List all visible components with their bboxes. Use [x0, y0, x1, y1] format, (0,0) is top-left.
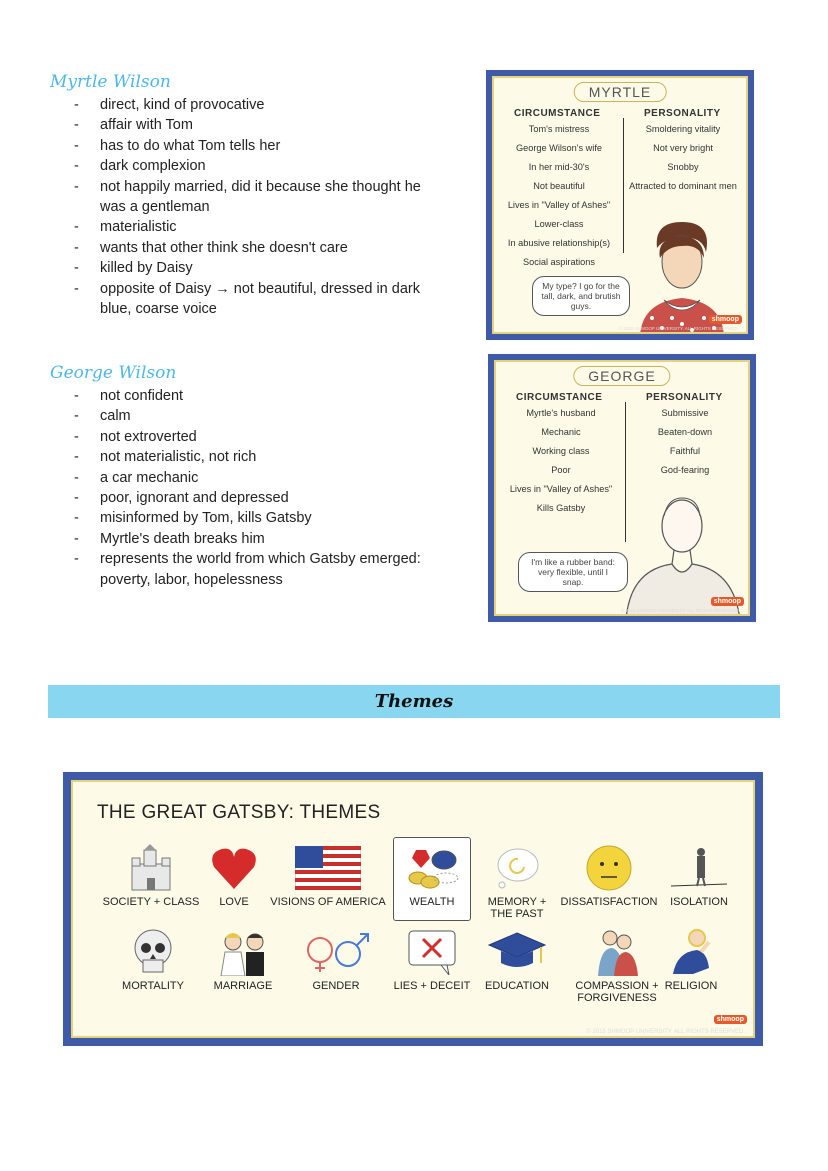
list-item: - not extroverted	[50, 427, 450, 447]
themes-card-title: THE GREAT GATSBY: THEMES	[97, 802, 381, 823]
theme-label: EDUCATION	[485, 980, 549, 992]
card-copyright: © 2015 SHMOOP UNIVERSITY. ALL RIGHTS RESERVED.	[619, 326, 738, 331]
list-item: - a car mechanic	[50, 468, 450, 488]
george-title: George Wilson	[50, 363, 177, 383]
themes-heading-bar	[48, 685, 780, 718]
circumstance-heading: CIRCUMSTANCE	[514, 108, 601, 119]
theme-label: SOCIETY + CLASS	[102, 896, 200, 908]
theme-label: LIES + DECEIT	[393, 980, 471, 992]
list-item: - materialistic	[50, 217, 450, 237]
theme-label: LOVE	[219, 896, 249, 908]
theme-label: RELIGION	[664, 980, 718, 992]
thought-bubble-icon	[477, 844, 557, 892]
myrtle-section	[50, 72, 450, 319]
list-item: In her mid-30's	[528, 162, 590, 172]
theme-mortality	[113, 928, 193, 992]
theme-love	[199, 844, 269, 908]
list-item: Social aspirations	[522, 257, 595, 267]
theme-label: DISSATISFACTION	[560, 896, 658, 908]
theme-label: WEALTH	[409, 896, 455, 908]
list-item: Lives in "Valley of Ashes"	[509, 484, 613, 494]
list-item: - direct, kind of provocative	[50, 95, 450, 115]
george-card	[488, 354, 756, 622]
myrtle-card	[486, 70, 754, 340]
theme-wealth	[393, 837, 471, 921]
list-item: Faithful	[669, 446, 701, 456]
myrtle-title: Myrtle Wilson	[50, 72, 171, 92]
list-item: Not beautiful	[533, 181, 585, 191]
circumstance-list	[502, 408, 620, 522]
card-copyright: © 2015 SHMOOP UNIVERSITY. ALL RIGHTS RESERVED.	[621, 608, 740, 613]
personality-heading: PERSONALITY	[646, 392, 723, 403]
personality-list	[628, 124, 738, 200]
theme-label: MARRIAGE	[213, 980, 273, 992]
list-item: In abusive relationship(s)	[507, 238, 611, 248]
list-item: Tom's mistress	[528, 124, 590, 134]
theme-isolation	[659, 844, 739, 908]
card-name-label: MYRTLE	[574, 82, 667, 102]
theme-label: ISOLATION	[670, 896, 728, 908]
theme-label: GENDER	[312, 980, 360, 992]
theme-religion	[651, 928, 731, 992]
x-speech-bubble-icon	[389, 928, 475, 976]
castle-icon	[91, 844, 211, 892]
list-item: Lives in "Valley of Ashes"	[507, 200, 611, 210]
themes-card-copyright: © 2015 SHMOOP UNIVERSITY. ALL RIGHTS RESERVED.	[586, 1029, 745, 1035]
shmoop-logo: shmoop	[714, 1015, 747, 1024]
heart-icon	[199, 844, 269, 892]
theme-label: MEMORY + THE PAST	[487, 896, 547, 920]
bride-groom-icon	[203, 928, 283, 976]
myrtle-speech-bubble: My type? I go for the tall, dark, and brutish guys.	[532, 276, 630, 316]
list-item: Poor	[551, 465, 571, 475]
list-item: - affair with Tom	[50, 115, 450, 135]
theme-society-class	[91, 844, 211, 908]
theme-label: MORTALITY	[122, 980, 184, 992]
theme-marriage	[203, 928, 283, 992]
card-name-label: GEORGE	[573, 366, 670, 386]
list-item: Myrtle's husband	[526, 408, 596, 418]
list-item: Mechanic	[541, 427, 581, 437]
list-item: Submissive	[661, 408, 709, 418]
themes-card	[63, 772, 763, 1046]
list-item: Snobby	[667, 162, 699, 172]
george-speech-bubble: I'm like a rubber band: very flexible, until I snap.	[518, 552, 628, 592]
myrtle-bullet-list	[50, 95, 450, 319]
list-item: Not very bright	[653, 143, 713, 153]
unhappy-face-icon	[557, 844, 661, 892]
list-item: - misinformed by Tom, kills Gatsby	[50, 508, 450, 528]
list-item: - has to do what Tom tells her	[50, 136, 450, 156]
list-item: Beaten-down	[657, 427, 713, 437]
list-item: - not happily married, did it because she thought he was a gentleman	[50, 177, 450, 218]
list-item: Attracted to dominant men	[629, 181, 737, 191]
list-item: - represents the world from which Gatsby emerged: poverty, labor, hopelessness	[50, 549, 450, 590]
shmoop-logo: shmoop	[711, 597, 744, 606]
praying-figure-icon	[651, 928, 731, 976]
theme-memory-past	[477, 844, 557, 920]
list-item: - wants that other think she doesn't care	[50, 238, 450, 258]
list-item: - not confident	[50, 386, 450, 406]
list-item: George Wilson's wife	[515, 143, 602, 153]
theme-label: COMPASSION + FORGIVENESS	[575, 980, 659, 1004]
theme-visions-of-america	[263, 844, 393, 908]
list-item: Kills Gatsby	[536, 503, 586, 513]
george-section	[50, 363, 450, 590]
gender-symbols-icon	[291, 928, 381, 976]
circumstance-heading: CIRCUMSTANCE	[516, 392, 603, 403]
list-item: Smoldering vitality	[645, 124, 721, 134]
list-item: - opposite of Daisy → not beautiful, dressed in dark blue, coarse voice	[50, 279, 450, 320]
personality-heading: PERSONALITY	[644, 108, 721, 119]
graduation-cap-icon	[467, 928, 567, 976]
list-item: - killed by Daisy	[50, 258, 450, 278]
circumstance-list	[500, 124, 618, 276]
theme-education	[467, 928, 567, 992]
list-item: God-fearing	[660, 465, 710, 475]
list-item: Lower-class	[534, 219, 584, 229]
skull-icon	[113, 928, 193, 976]
shmoop-logo: shmoop	[709, 315, 742, 324]
list-item: - dark complexion	[50, 156, 450, 176]
jewels-icon	[394, 844, 470, 892]
themes-heading: Themes	[374, 691, 454, 712]
list-item: - not materialistic, not rich	[50, 447, 450, 467]
list-item: - poor, ignorant and depressed	[50, 488, 450, 508]
lone-figure-icon	[659, 844, 739, 892]
theme-lies-deceit	[389, 928, 475, 992]
american-flag-icon	[263, 844, 393, 892]
list-item: - calm	[50, 406, 450, 426]
list-item: - Myrtle's death breaks him	[50, 529, 450, 549]
personality-list	[630, 408, 740, 484]
george-bullet-list	[50, 386, 450, 590]
theme-label: VISIONS OF AMERICA	[270, 896, 386, 908]
list-item: Working class	[532, 446, 590, 456]
theme-gender	[291, 928, 381, 992]
theme-dissatisfaction	[557, 844, 661, 908]
column-divider	[623, 118, 624, 253]
